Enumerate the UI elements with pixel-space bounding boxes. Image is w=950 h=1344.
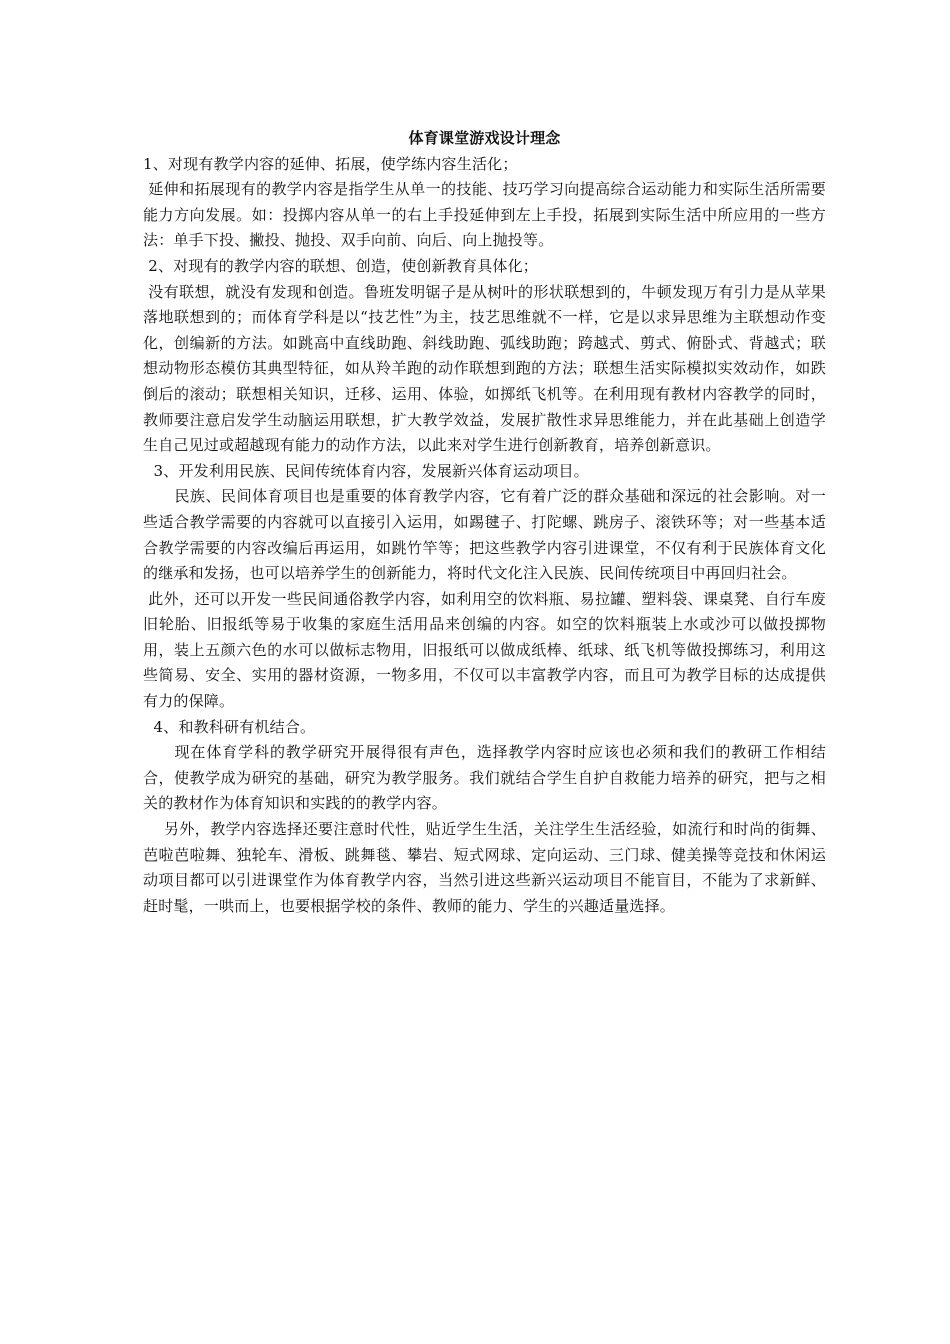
section-3-paragraph-2: 此外，还可以开发一些民间通俗教学内容，如利用空的饮料瓶、易拉罐、塑料袋、课桌凳、自行车废旧轮胎、旧报纸等易于收集的家庭生活用品来创编的内容。如空的饮料瓶装上水或沙可以做投掷物用，装上五颜六色的水可以做标志物用，旧报纸可以做成纸棒、纸球、纸飞机等做投掷练习，利用这些简易、安全、实用的器材资源，一物多用，不仅可以丰富教学内容，而且可为教学目标的达成提供有力的保障。 <box>143 589 826 711</box>
document-body <box>143 126 826 919</box>
section-2-heading: 2、对现有的教学内容的联想、创造，使创新教育具体化； <box>148 256 538 275</box>
section-2-paragraph-1: 没有联想，就没有发现和创造。鲁班发明锯子是从树叶的形状联想到的，牛顿发现万有引力是从苹果落地联想到的；而体育学科是以“技艺性”为主，技艺思维就不一样，它是以求异思维为主联想动作变化，创编新的方法。如跳高中直线助跑、斜线助跑、弧线助跑；跨越式、剪式、俯卧式、背越式；联想动物形态模仿其典型特征，如从羚羊跑的动作联想到跑的方法；联想生活实际模拟实效动作，如跌倒后的滚动；联想相关知识，迁移、运用、体验，如掷纸飞机等。在利用现有教材内容教学的同时，教师要注意启发学生动脑运用联想，扩大教学效益，发展扩散性求异思维能力，并在此基础上创造学生自己见过或超越现有能力的动作方法，以此来对学生进行创新教育，培养创新意识。 <box>143 282 826 455</box>
section-4-heading: 4、和教科研有机结合。 <box>153 717 316 736</box>
section-3-heading: 3、开发利用民族、民间传统体育内容，发展新兴体育运动项目。 <box>153 461 589 480</box>
section-1-paragraph-1: 延伸和拓展现有的教学内容是指学生从单一的技能、技巧学习向提高综合运动能力和实际生活所需要能力方向发展。如：投掷内容从单一的右上手投延伸到左上手投，拓展到实际生活中所应用的一些方法：单手下投、撇投、抛投、双手向前、向后、向上抛投等。 <box>143 180 826 250</box>
section-3-paragraph-1: 民族、民间体育项目也是重要的体育教学内容，它有着广泛的群众基础和深远的社会影响。对一些适合教学需要的内容就可以直接引入运用，如踢毽子、打陀螺、跳房子、滚铁环等；对一些基本适合教学需要的内容改编后再运用，如跳竹竿等；把这些教学内容引进课堂，不仅有利于民族体育文化的继承和发扬，也可以培养学生的创新能力，将时代文化注入民族、民间传统项目中再回归社会。 <box>143 487 826 583</box>
section-4-paragraph-2: 另外，教学内容选择还要注意时代性，贴近学生生活，关注学生生活经验，如流行和时尚的街舞、芭啦芭啦舞、独轮车、滑板、跳舞毯、攀岩、短式网球、定向运动、三门球、健美操等竞技和休闲运动项目都可以引进课堂作为体育教学内容，当然引进这些新兴运动项目不能盲目，不能为了求新鲜、赶时髦，一哄而上，也要根据学校的条件、教师的能力、学生的兴趣适量选择。 <box>143 820 826 915</box>
section-4-paragraph-1: 现在体育学科的教学研究开展得很有声色，选择教学内容时应该也必须和我们的教研工作相结合，使教学成为研究的基础，研究为教学服务。我们就结合学生自护自救能力培养的研究，把与之相关的教材作为体育知识和实践的的教学内容。 <box>143 743 826 813</box>
section-1-heading: 1、对现有教学内容的延伸、拓展，使学练内容生活化； <box>143 154 518 173</box>
document-title: 体育课堂游戏设计理念 <box>408 129 561 147</box>
